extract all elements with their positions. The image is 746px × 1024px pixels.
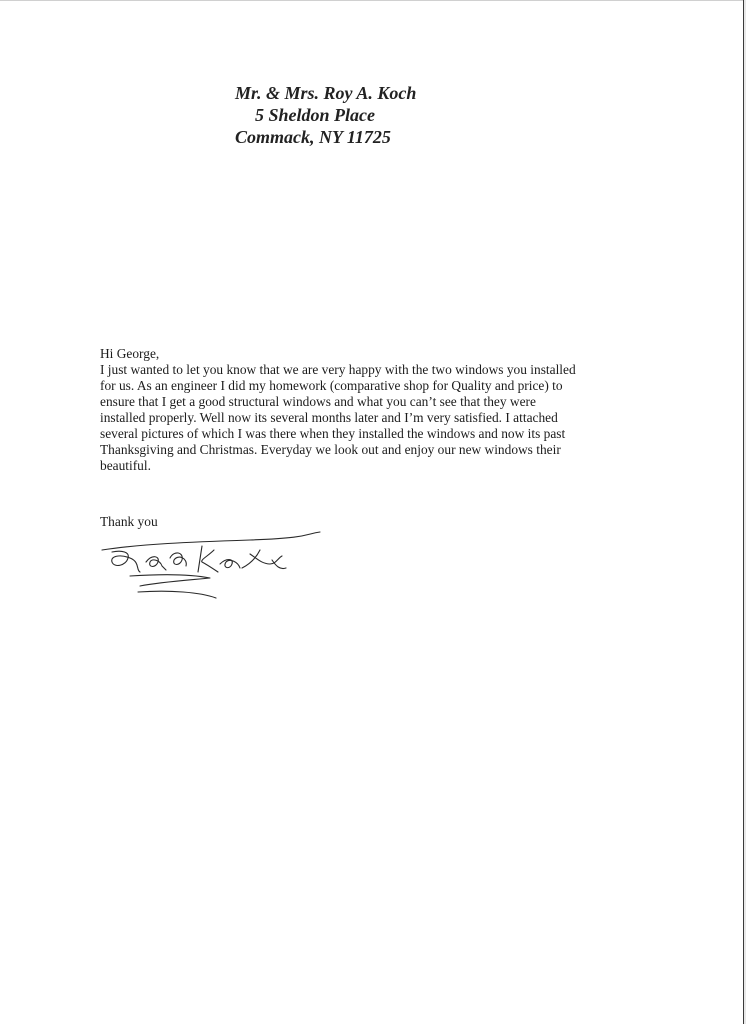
handwritten-signature [100, 528, 330, 600]
letterhead [235, 82, 416, 148]
body-line: Thanksgiving and Christmas. Everyday we look out and enjoy our new windows their [100, 442, 561, 457]
scan-edge-top [0, 0, 746, 1]
letter-body [100, 346, 640, 474]
scan-edge-right [743, 0, 744, 1024]
body-line: beautiful. [100, 458, 151, 473]
letterhead-name: Mr. & Mrs. Roy A. Koch [235, 83, 417, 103]
letterhead-city: Commack, NY 11725 [235, 127, 391, 147]
greeting: Hi George, [100, 346, 160, 361]
letterhead-street: 5 Sheldon Place [255, 105, 375, 125]
body-line: several pictures of which I was there when they installed the windows and now its past [100, 426, 566, 441]
body-line: I just wanted to let you know that we are very happy with the two windows you installed [100, 362, 576, 377]
body-line: installed properly. Well now its several months later and I’m very satisfied. I attached [100, 410, 558, 425]
body-line: ensure that I get a good structural windows and what you can’t see that they were [100, 394, 536, 409]
closing: Thank you [100, 514, 158, 529]
body-line: for us. As an engineer I did my homework (comparative shop for Quality and price) to [100, 378, 563, 393]
